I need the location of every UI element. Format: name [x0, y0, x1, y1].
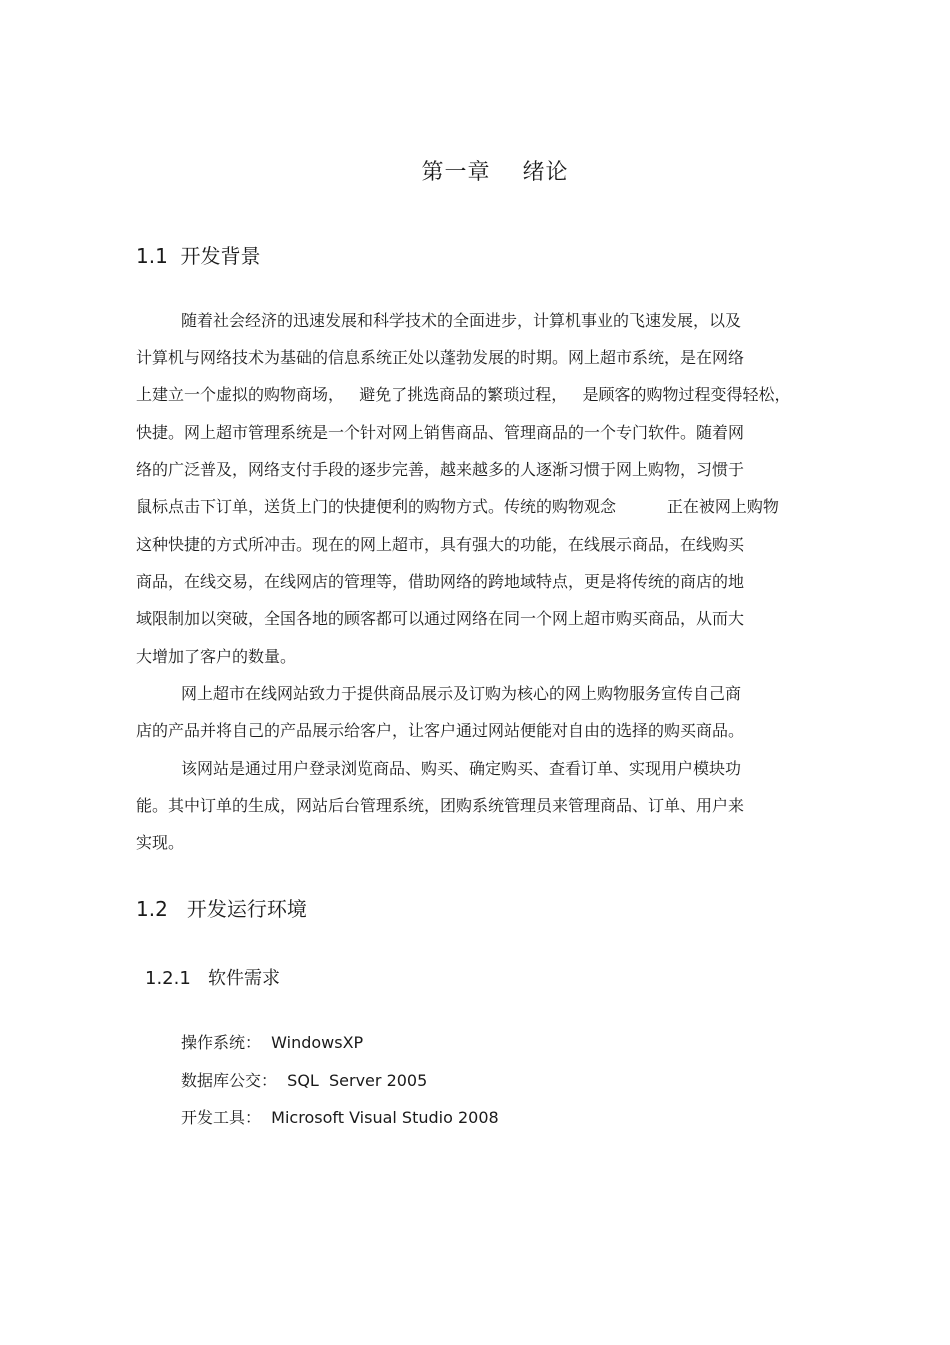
- paragraph-line: 络的广泛普及，网络支付手段的逐步完善，越来越多的人逐渐习惯于网上购物，习惯于: [136, 460, 745, 479]
- paragraph-line: 商品，在线交易，在线网店的管理等，借助网络的跨地域特点，更是将传统的商店的地: [136, 572, 745, 591]
- paragraph-line: 这种快捷的方式所冲击。现在的网上超市，具有强大的功能，在线展示商品，在线购买: [136, 535, 745, 554]
- paragraph-line: 随着社会经济的迅速发展和科学技术的全面进步，计算机事业的飞速发展，以及: [181, 311, 742, 330]
- paragraph-line: 域限制加以突破，全国各地的顾客都可以通过网络在同一个网上超市购买商品，从而大: [136, 609, 745, 628]
- subsection-heading-1-2-1: 1.2.1 软件需求: [145, 968, 280, 989]
- chapter-title: 第一章 绪论: [421, 160, 569, 185]
- paragraph-line: 快捷。网上超市管理系统是一个针对网上销售商品、管理商品的一个专门软件。随着网: [136, 423, 745, 442]
- paragraph-line: 鼠标点击下订单，送货上门的快捷便利的购物方式。传统的购物观念 正在被网上购物: [136, 497, 779, 516]
- paragraph-line: 该网站是通过用户登录浏览商品、购买、确定购买、查看订单、实现用户模块功: [181, 759, 742, 778]
- spec-dev-tool: 开发工具： Microsoft Visual Studio 2008: [181, 1108, 499, 1127]
- section-heading-1-1: 1.1 开发背景: [136, 244, 261, 268]
- paragraph-line: 大增加了客户的数量。: [136, 647, 297, 666]
- spec-os: 操作系统： WindowsXP: [181, 1033, 364, 1052]
- section-heading-1-2: 1.2 开发运行环境: [136, 897, 307, 921]
- paragraph-line: 计算机与网络技术为基础的信息系统正处以蓬勃发展的时期。网上超市系统，是在网络: [136, 348, 745, 367]
- paragraph-line: 能。其中订单的生成，网站后台管理系统，团购系统管理员来管理商品、订单、用户来: [136, 796, 745, 815]
- spec-database: 数据库公交： SQL Server 2005: [181, 1071, 428, 1090]
- paragraph-line: 网上超市在线网站致力于提供商品展示及订购为核心的网上购物服务宣传自己商: [181, 684, 742, 703]
- paragraph-line: 实现。: [136, 833, 185, 852]
- paragraph-line: 上建立一个虚拟的购物商场， 避免了挑选商品的繁琐过程， 是顾客的购物过程变得轻松，: [136, 385, 791, 404]
- paragraph-line: 店的产品并将自己的产品展示给客户，让客户通过网站便能对自由的选择的购买商品。: [136, 721, 745, 740]
